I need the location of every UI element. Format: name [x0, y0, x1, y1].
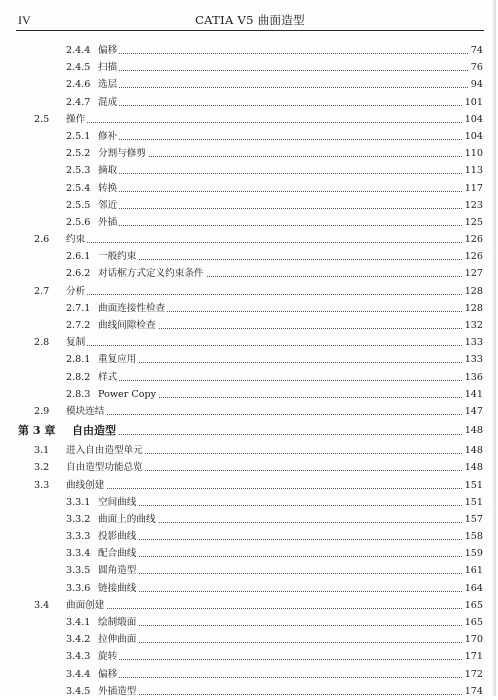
page-number: IV — [18, 13, 31, 27]
toc-entry-number: 2.8.1 — [66, 354, 91, 366]
toc-entry-page: 148 — [463, 421, 483, 441]
toc-entry-number: 2.5.1 — [66, 130, 91, 142]
toc-entry[interactable] — [0, 128, 498, 145]
toc-entry-number: 3.3.3 — [66, 531, 91, 543]
toc-entry-title: 扫描 — [98, 59, 119, 76]
dot-leader — [98, 556, 468, 557]
dot-leader — [98, 677, 468, 678]
toc-entry-title: 空间曲线 — [98, 494, 138, 511]
toc-entry-number: 2.5.2 — [66, 148, 91, 160]
scan-edge-shadow — [492, 0, 496, 696]
toc-entry-page: 128 — [463, 300, 483, 317]
toc-entry-number: 3.4.3 — [66, 651, 91, 663]
dot-leader — [66, 345, 468, 346]
toc-entry-page: 104 — [463, 111, 483, 128]
dot-leader — [98, 53, 468, 54]
dot-leader — [98, 659, 468, 660]
toc-entry-page: 147 — [463, 403, 483, 420]
toc-entry-number: 2.7.1 — [66, 302, 91, 314]
dot-leader — [98, 70, 468, 71]
toc-entry[interactable] — [0, 545, 498, 562]
toc-entry[interactable] — [0, 42, 498, 59]
toc-entry[interactable] — [0, 683, 498, 700]
toc-entry-title: 曲面上的曲线 — [98, 511, 158, 528]
toc-entry-page: 123 — [463, 197, 483, 214]
toc-entry-title: 圆角造型 — [98, 562, 138, 579]
toc-entry-page: 125 — [463, 214, 483, 231]
toc-entry[interactable] — [0, 386, 498, 403]
toc-entry[interactable] — [0, 248, 498, 265]
toc-entry-title: 自由造型 — [72, 421, 118, 441]
toc-entry-title: 分析 — [66, 283, 87, 300]
toc-entry-page: 126 — [463, 248, 483, 265]
toc-entry-title: 外插 — [98, 214, 119, 231]
toc-entry-number: 3.3.6 — [66, 582, 91, 594]
page-header — [16, 10, 484, 31]
toc-entry-page: 104 — [463, 128, 483, 145]
toc-entry[interactable] — [0, 459, 498, 476]
dot-leader — [98, 191, 468, 192]
toc-entry-number: 3.4.1 — [66, 617, 91, 628]
toc-entry-title: 分割与修剪 — [98, 145, 148, 162]
toc-entry-number: 3.3.2 — [66, 513, 91, 525]
dot-leader — [66, 294, 468, 295]
toc-entry-page: 170 — [463, 631, 483, 648]
toc-entry-title: 曲面连接性检查 — [98, 300, 167, 317]
toc-entry-number: 2.8 — [34, 337, 50, 349]
toc-entry[interactable] — [0, 562, 498, 579]
dot-leader — [66, 242, 468, 243]
toc-entry-number: 3.4.4 — [66, 668, 91, 680]
toc-entry-number: 2.5.5 — [66, 199, 91, 211]
toc-entry-title: 拉伸曲面 — [98, 631, 138, 648]
toc-entry-number: 2.8.3 — [66, 388, 91, 400]
toc-entry[interactable] — [0, 511, 498, 528]
toc-entry[interactable] — [0, 111, 498, 128]
toc-entry-page: 171 — [463, 648, 483, 665]
toc-entry-page: 132 — [463, 317, 483, 334]
dot-leader — [98, 225, 468, 226]
toc-entry-page: 174 — [463, 683, 483, 700]
toc-entry-title: 旋转 — [98, 648, 119, 665]
toc-entry[interactable] — [0, 214, 498, 231]
toc-entry-number: 2.9 — [34, 405, 50, 417]
toc-entry-number: 2.7 — [34, 285, 50, 297]
dot-leader — [98, 156, 468, 157]
toc-entry-title: Power Copy — [98, 386, 158, 403]
toc-entry[interactable] — [0, 666, 498, 683]
toc-entry[interactable] — [0, 477, 498, 494]
toc-entry-page: 164 — [463, 580, 483, 597]
running-title: CATIA V5 曲面造型 — [195, 13, 305, 27]
toc-entry[interactable] — [0, 403, 498, 420]
toc-entry-title: 进入自由造型单元 — [66, 442, 145, 459]
toc-entry[interactable] — [0, 648, 498, 665]
toc-entry-number: 2.8.2 — [66, 371, 91, 383]
toc-entry[interactable] — [0, 351, 498, 368]
toc-entry-page: 172 — [463, 666, 483, 683]
toc-entry[interactable] — [0, 580, 498, 597]
toc-entry-title: 投影曲线 — [98, 528, 138, 545]
dot-leader — [98, 505, 468, 506]
toc-entry-title: 一般约束 — [98, 248, 138, 265]
toc-entry-number: 2.5.3 — [66, 165, 91, 177]
toc-entry-page: 157 — [463, 511, 483, 528]
toc-entry-title: 复制 — [66, 334, 87, 351]
toc-entry[interactable] — [0, 334, 498, 351]
dot-leader — [98, 87, 468, 88]
toc-entry[interactable] — [0, 145, 498, 162]
toc-entry-page: 127 — [463, 265, 483, 282]
dot-leader — [66, 608, 468, 609]
toc-entry[interactable] — [0, 283, 498, 300]
toc-entry-title: 配合曲线 — [98, 545, 138, 562]
toc-entry-page: 165 — [463, 597, 483, 614]
dot-leader — [98, 208, 468, 209]
toc-entry-page: 101 — [463, 94, 483, 111]
toc-entry[interactable] — [0, 317, 498, 334]
toc-entry-title: 邻近 — [98, 197, 119, 214]
dot-leader — [98, 380, 468, 381]
toc-entry-page: 158 — [463, 528, 483, 545]
toc-entry-title: 操作 — [66, 111, 87, 128]
toc-entry-title: 对话框方式定义约束条件 — [98, 265, 206, 282]
toc-entry-number: 3.3 — [34, 479, 50, 491]
dot-leader — [72, 434, 468, 435]
toc-entry-title: 曲线创建 — [66, 477, 106, 494]
toc-entry-title: 模块连结 — [66, 403, 106, 420]
toc-entry[interactable] — [0, 94, 498, 111]
toc-entry-number: 2.6.2 — [66, 268, 91, 280]
toc-entry[interactable] — [0, 597, 498, 614]
dot-leader — [98, 539, 468, 540]
dot-leader — [98, 259, 468, 260]
toc-entry-page: 161 — [463, 562, 483, 579]
toc-entry-number: 2.5.6 — [66, 216, 91, 228]
toc-entry-number: 2.5.4 — [66, 182, 91, 194]
dot-leader — [98, 573, 468, 574]
toc-entry[interactable] — [0, 76, 498, 93]
toc-entry-title: 转换 — [98, 180, 119, 197]
toc-entry-number: 3.4 — [34, 599, 50, 611]
toc-entry-number: 3.3.1 — [66, 496, 91, 508]
toc-entry-number: 2.4.7 — [66, 96, 91, 108]
toc-entry[interactable] — [0, 494, 498, 511]
toc-entry-number: 3.3.5 — [66, 565, 91, 577]
dot-leader — [98, 362, 468, 363]
toc-entry-page: 151 — [463, 494, 483, 511]
toc-entry-number: 3.1 — [34, 445, 50, 457]
toc-entry-title: 混成 — [98, 94, 119, 111]
toc-entry-page: 159 — [463, 545, 483, 562]
toc-entry-number: 第 3 章 — [18, 424, 56, 438]
toc-entry[interactable] — [0, 197, 498, 214]
toc-entry[interactable] — [0, 528, 498, 545]
toc-entry-number: 3.2 — [34, 462, 50, 474]
toc-entry-title: 修补 — [98, 128, 119, 145]
toc-entry-number: 3.4.2 — [66, 634, 91, 646]
toc-entry-page: 133 — [463, 351, 483, 368]
toc-entry-number: 3.4.5 — [66, 685, 91, 697]
toc-entry[interactable] — [0, 300, 498, 317]
dot-leader — [98, 139, 468, 140]
toc-entry-number: 2.7.2 — [66, 320, 91, 331]
toc-entry[interactable] — [0, 614, 498, 631]
toc-entry-title: 自由造型功能总览 — [66, 459, 145, 476]
toc-entry[interactable] — [0, 631, 498, 648]
toc-entry-title: 偏移 — [98, 42, 119, 59]
toc-entry-title: 偏移 — [98, 666, 119, 683]
toc-entry-page: 141 — [463, 386, 483, 403]
toc-entry[interactable] — [0, 369, 498, 386]
dot-leader — [98, 105, 468, 106]
toc-entry-number: 2.4.6 — [66, 79, 91, 91]
dot-leader — [98, 694, 468, 695]
toc-entry-page: 136 — [463, 369, 483, 386]
toc-entry-title: 绘制缎面 — [98, 614, 138, 631]
toc-entry-title: 曲线间隙检查 — [98, 317, 158, 334]
toc-entry-number: 2.6 — [34, 234, 50, 246]
toc-entry-page: 76 — [469, 59, 483, 76]
toc-entry-number: 2.6.1 — [66, 251, 91, 263]
toc-entry-number: 2.4.4 — [66, 45, 91, 56]
toc-entry-title: 曲面创建 — [66, 597, 106, 614]
toc-entry-page: 110 — [463, 145, 483, 162]
toc-entry-title: 重复应用 — [98, 351, 138, 368]
toc-entry-page: 165 — [463, 614, 483, 631]
toc-entry[interactable] — [0, 265, 498, 282]
toc-entry-number: 3.3.4 — [66, 548, 91, 560]
toc-entry[interactable] — [0, 180, 498, 197]
toc-entry-page: 148 — [463, 459, 483, 476]
toc-chapter-entry[interactable] — [0, 421, 498, 441]
toc-entry-title: 链接曲线 — [98, 580, 138, 597]
toc-entry-page: 117 — [463, 180, 483, 197]
toc-entry[interactable] — [0, 59, 498, 76]
toc-entry-title: 外插造型 — [98, 683, 138, 700]
toc-entry-title: 约束 — [66, 231, 87, 248]
toc-entry-page: 148 — [463, 442, 483, 459]
dot-leader — [98, 625, 468, 626]
toc-entry-title: 摘取 — [98, 162, 119, 179]
toc-entry-page: 94 — [469, 76, 483, 93]
toc-entry-page: 133 — [463, 334, 483, 351]
dot-leader — [98, 591, 468, 592]
dot-leader — [66, 488, 468, 489]
toc-entry-title: 选层 — [98, 76, 119, 93]
toc-entry-number: 2.4.5 — [66, 62, 91, 74]
dot-leader — [66, 414, 468, 415]
table-of-contents — [0, 42, 498, 700]
toc-entry-page: 151 — [463, 477, 483, 494]
toc-entry-page: 113 — [463, 162, 483, 179]
toc-entry[interactable] — [0, 162, 498, 179]
toc-entry-page: 74 — [469, 42, 483, 59]
toc-entry[interactable] — [0, 231, 498, 248]
toc-entry-number: 2.5 — [34, 113, 50, 125]
toc-entry-page: 128 — [463, 283, 483, 300]
toc-entry-title: 样式 — [98, 369, 119, 386]
dot-leader — [98, 642, 468, 643]
dot-leader — [98, 173, 468, 174]
toc-entry-page: 126 — [463, 231, 483, 248]
dot-leader — [66, 122, 468, 123]
toc-entry[interactable] — [0, 442, 498, 459]
